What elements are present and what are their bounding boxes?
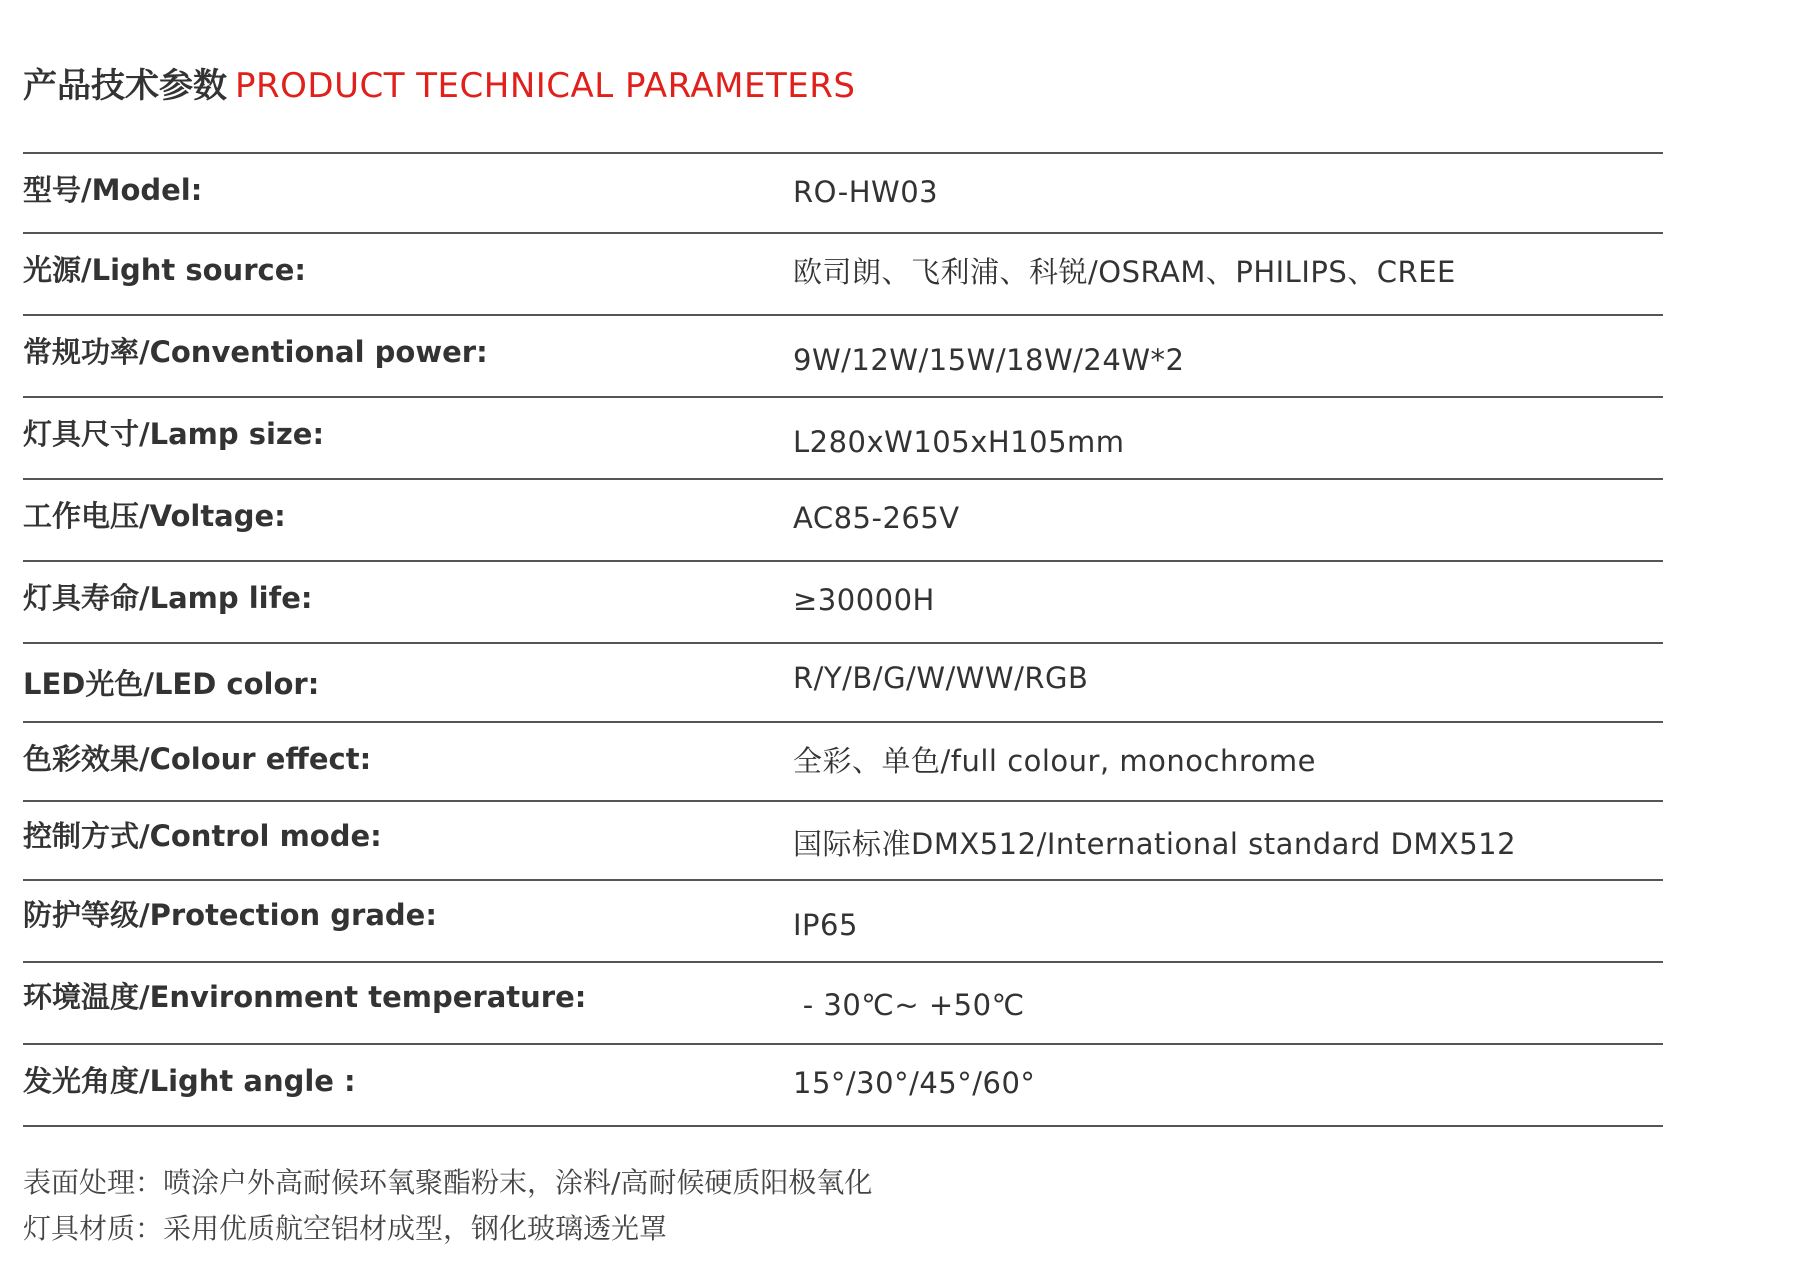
spec-row-led-color [23, 644, 1663, 723]
spec-label: 灯具寿命/Lamp life: [23, 581, 313, 615]
page-title [23, 64, 855, 108]
spec-label: 控制方式/Control mode: [23, 819, 382, 853]
spec-row-model [23, 154, 1663, 234]
spec-row-temperature [23, 963, 1663, 1045]
spec-row-power [23, 316, 1663, 398]
spec-value: - 30℃~ +50℃ [793, 988, 1025, 1022]
spec-label: 发光角度/Light angle : [23, 1064, 356, 1098]
spec-row-lamp-size [23, 398, 1663, 480]
spec-value: 15°/30°/45°/60° [793, 1066, 1036, 1100]
spec-label: 防护等级/Protection grade: [23, 898, 437, 932]
spec-row-lamp-life [23, 562, 1663, 644]
spec-value: AC85-265V [793, 501, 960, 535]
spec-row-light-source [23, 234, 1663, 316]
notes [23, 1160, 872, 1252]
spec-label: 环境温度/Environment temperature: [23, 980, 587, 1014]
spec-label: 光源/Light source: [23, 253, 306, 287]
spec-row-control-mode [23, 802, 1663, 881]
spec-value: 9W/12W/15W/18W/24W*2 [793, 343, 1185, 377]
spec-label: 常规功率/Conventional power: [23, 335, 488, 369]
title-chinese: 产品技术参数 [23, 66, 227, 106]
spec-row-colour-effect [23, 723, 1663, 802]
spec-label: 工作电压/Voltage: [23, 499, 286, 533]
note-surface-treatment: 表面处理：喷涂户外高耐候环氧聚酯粉末，涂料/高耐候硬质阳极氧化 [23, 1166, 873, 1199]
title-english: PRODUCT TECHNICAL PARAMETERS [235, 66, 856, 106]
spec-row-voltage [23, 480, 1663, 562]
spec-value: L280xW105xH105mm [793, 425, 1125, 459]
note-lamp-material: 灯具材质：采用优质航空铝材成型，钢化玻璃透光罩 [23, 1212, 668, 1245]
spec-label: LED光色/LED color: [23, 667, 320, 701]
spec-value: R/Y/B/G/W/WW/RGB [793, 661, 1089, 695]
spec-row-protection [23, 881, 1663, 963]
spec-value: 全彩、单色/full colour, monochrome [793, 744, 1316, 778]
spec-value: IP65 [793, 908, 858, 942]
spec-value: RO-HW03 [793, 175, 939, 209]
spec-value: ≥30000H [793, 583, 935, 617]
spec-label: 色彩效果/Colour effect: [23, 742, 372, 776]
spec-value: 欧司朗、飞利浦、科锐/OSRAM、PHILIPS、CREE [793, 255, 1456, 289]
spec-table [23, 152, 1663, 1127]
spec-label: 灯具尺寸/Lamp size: [23, 417, 325, 451]
spec-value: 国际标准DMX512/International standard DMX512 [793, 827, 1517, 861]
spec-row-light-angle [23, 1045, 1663, 1127]
spec-label: 型号/Model: [23, 173, 203, 207]
